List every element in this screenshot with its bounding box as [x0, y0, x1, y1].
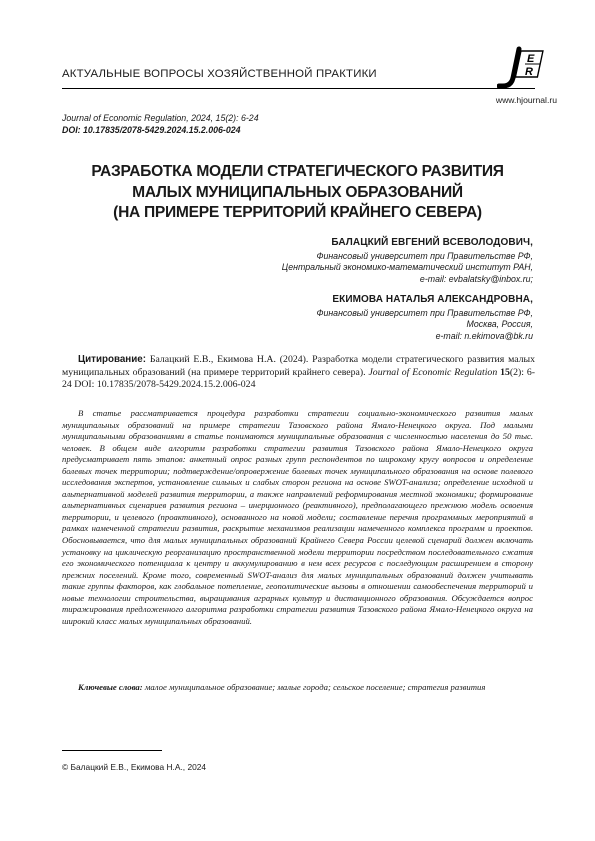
article-title	[60, 162, 535, 224]
author-email[interactable]: e-mail: n.ekimova@bk.ru	[435, 330, 533, 341]
header-divider	[62, 88, 535, 89]
citation-journal: Journal of Economic Regulation	[368, 366, 498, 378]
citation-block	[62, 354, 535, 392]
author-affiliation: Финансовый университет при Правительстве РФ,	[316, 250, 533, 261]
journal-section-title: АКТУАЛЬНЫЕ ВОПРОСЫ ХОЗЯЙСТВЕННОЙ ПРАКТИКИ	[62, 68, 377, 80]
author-email[interactable]: e-mail: evbalatsky@inbox.ru;	[419, 273, 533, 284]
author-block	[316, 294, 533, 342]
doi[interactable]: DOI: 10.17835/2078-5429.2024.15.2.006-024	[62, 125, 241, 135]
title-line: РАЗРАБОТКА МОДЕЛИ СТРАТЕГИЧЕСКОГО РАЗВИТИЯ	[91, 163, 504, 180]
svg-text:E: E	[527, 53, 535, 65]
title-line: (НА ПРИМЕРЕ ТЕРРИТОРИЙ КРАЙНЕГО СЕВЕРА)	[113, 204, 482, 221]
journal-logo	[497, 46, 549, 90]
website-url[interactable]: www.hjournal.ru	[495, 95, 557, 105]
copyright-footnote: © Балацкий Е.В., Екимова Н.А., 2024	[62, 762, 207, 772]
author-name: БАЛАЦКИЙ ЕВГЕНИЙ ВСЕВОЛОДОВИЧ,	[331, 237, 533, 248]
citation-text: Балацкий Е.В., Екимова Н.А. (2024). Разработка модели стратегического развития малых муниципальных образований (на примере территорий крайнего севера).	[62, 354, 536, 378]
abstract: В статье рассматривается процедура разработки стратегии социально-экономического развития малых муниципальных образований на примере стратегии Тазовского района Ямало-Ненецкого округа. Под малыми муниципальными образованиями в статье понимаются муниципальные образования с численностью населения до 50 тыс. человек. В общем виде алгоритм разработки стратегии развития Тазовского района Ямало-Ненецкого округа предусматривает пять этапов: анкетный опрос разных групп респондентов по широкому кругу вопросов и определение болевых точек территории; подтверждение/опровержение болевых точек муниципального образования на основе полевого исследования экспертов, установление сильных и слабых сторон региона на основе SWOT-анализа; определение исходной и альтернативной моделей развития территории, а также направлений реформирования местной экономики; формирование альтернативных сценариев развития региона – инерционного (реактивного), предполагающего прежнюю модель освоения территории, и целевого (проактивного), основанного на новой модели; составление перечня программных мероприятий в рамках намеченной стратегии развития, раскрытие механизмов реализации намеченного комплекса программ и проектов. Обосновывается, что для малых муниципальных образований Крайнего Севера России целевой сценарий должен включать установку на циклическую реорганизацию пространственной модели территории посредством последовательного сжатия его экономического потенциала к центру и аккумулированию в нем всех ресурсов с последующим расширением в сторону прежних поселений. Кроме того, современный SWOT-анализ для малых муниципальных образований должен учитывать такие группы факторов, как глобальное потепление, геополитические вызовы в отношении самообеспечения территорий и новые технологии строительства, выращивания аграрных культур и дистанционного образования. Обсуждается вопрос тиражирования предложенного алгоритма разработки стратегии развития Тазовского района Ямало-Ненецкого округа на широкий класс малых муниципальных образований.	[62, 408, 533, 626]
citation-label: Цитирование:	[78, 354, 146, 365]
keywords-label: Ключевые слова:	[78, 682, 143, 692]
keywords-text: малое муниципальное образование; малые города; сельское поселение; стратегия развития	[144, 682, 486, 692]
author-affiliation: Финансовый университет при Правительстве РФ,	[316, 307, 533, 318]
journal-reference: Journal of Economic Regulation, 2024, 15(2): 6-24	[62, 113, 259, 123]
author-block	[282, 237, 533, 285]
author-affiliation: Центральный экономико-математический институт РАН,	[281, 262, 533, 273]
footnote-divider	[62, 750, 162, 751]
keywords	[62, 682, 533, 694]
citation-volume: 15	[500, 366, 510, 378]
citation-pages-doi: (2): 6-24 DOI: 10.17835/2078-5429.2024.15.2.006-024	[62, 366, 536, 391]
author-location: Москва, Россия,	[466, 319, 533, 330]
title-line: МАЛЫХ МУНИЦИПАЛЬНЫХ ОБРАЗОВАНИЙ	[132, 183, 463, 201]
author-name: ЕКИМОВА НАТАЛЬЯ АЛЕКСАНДРОВНА,	[332, 294, 533, 305]
svg-text:R: R	[525, 66, 533, 78]
